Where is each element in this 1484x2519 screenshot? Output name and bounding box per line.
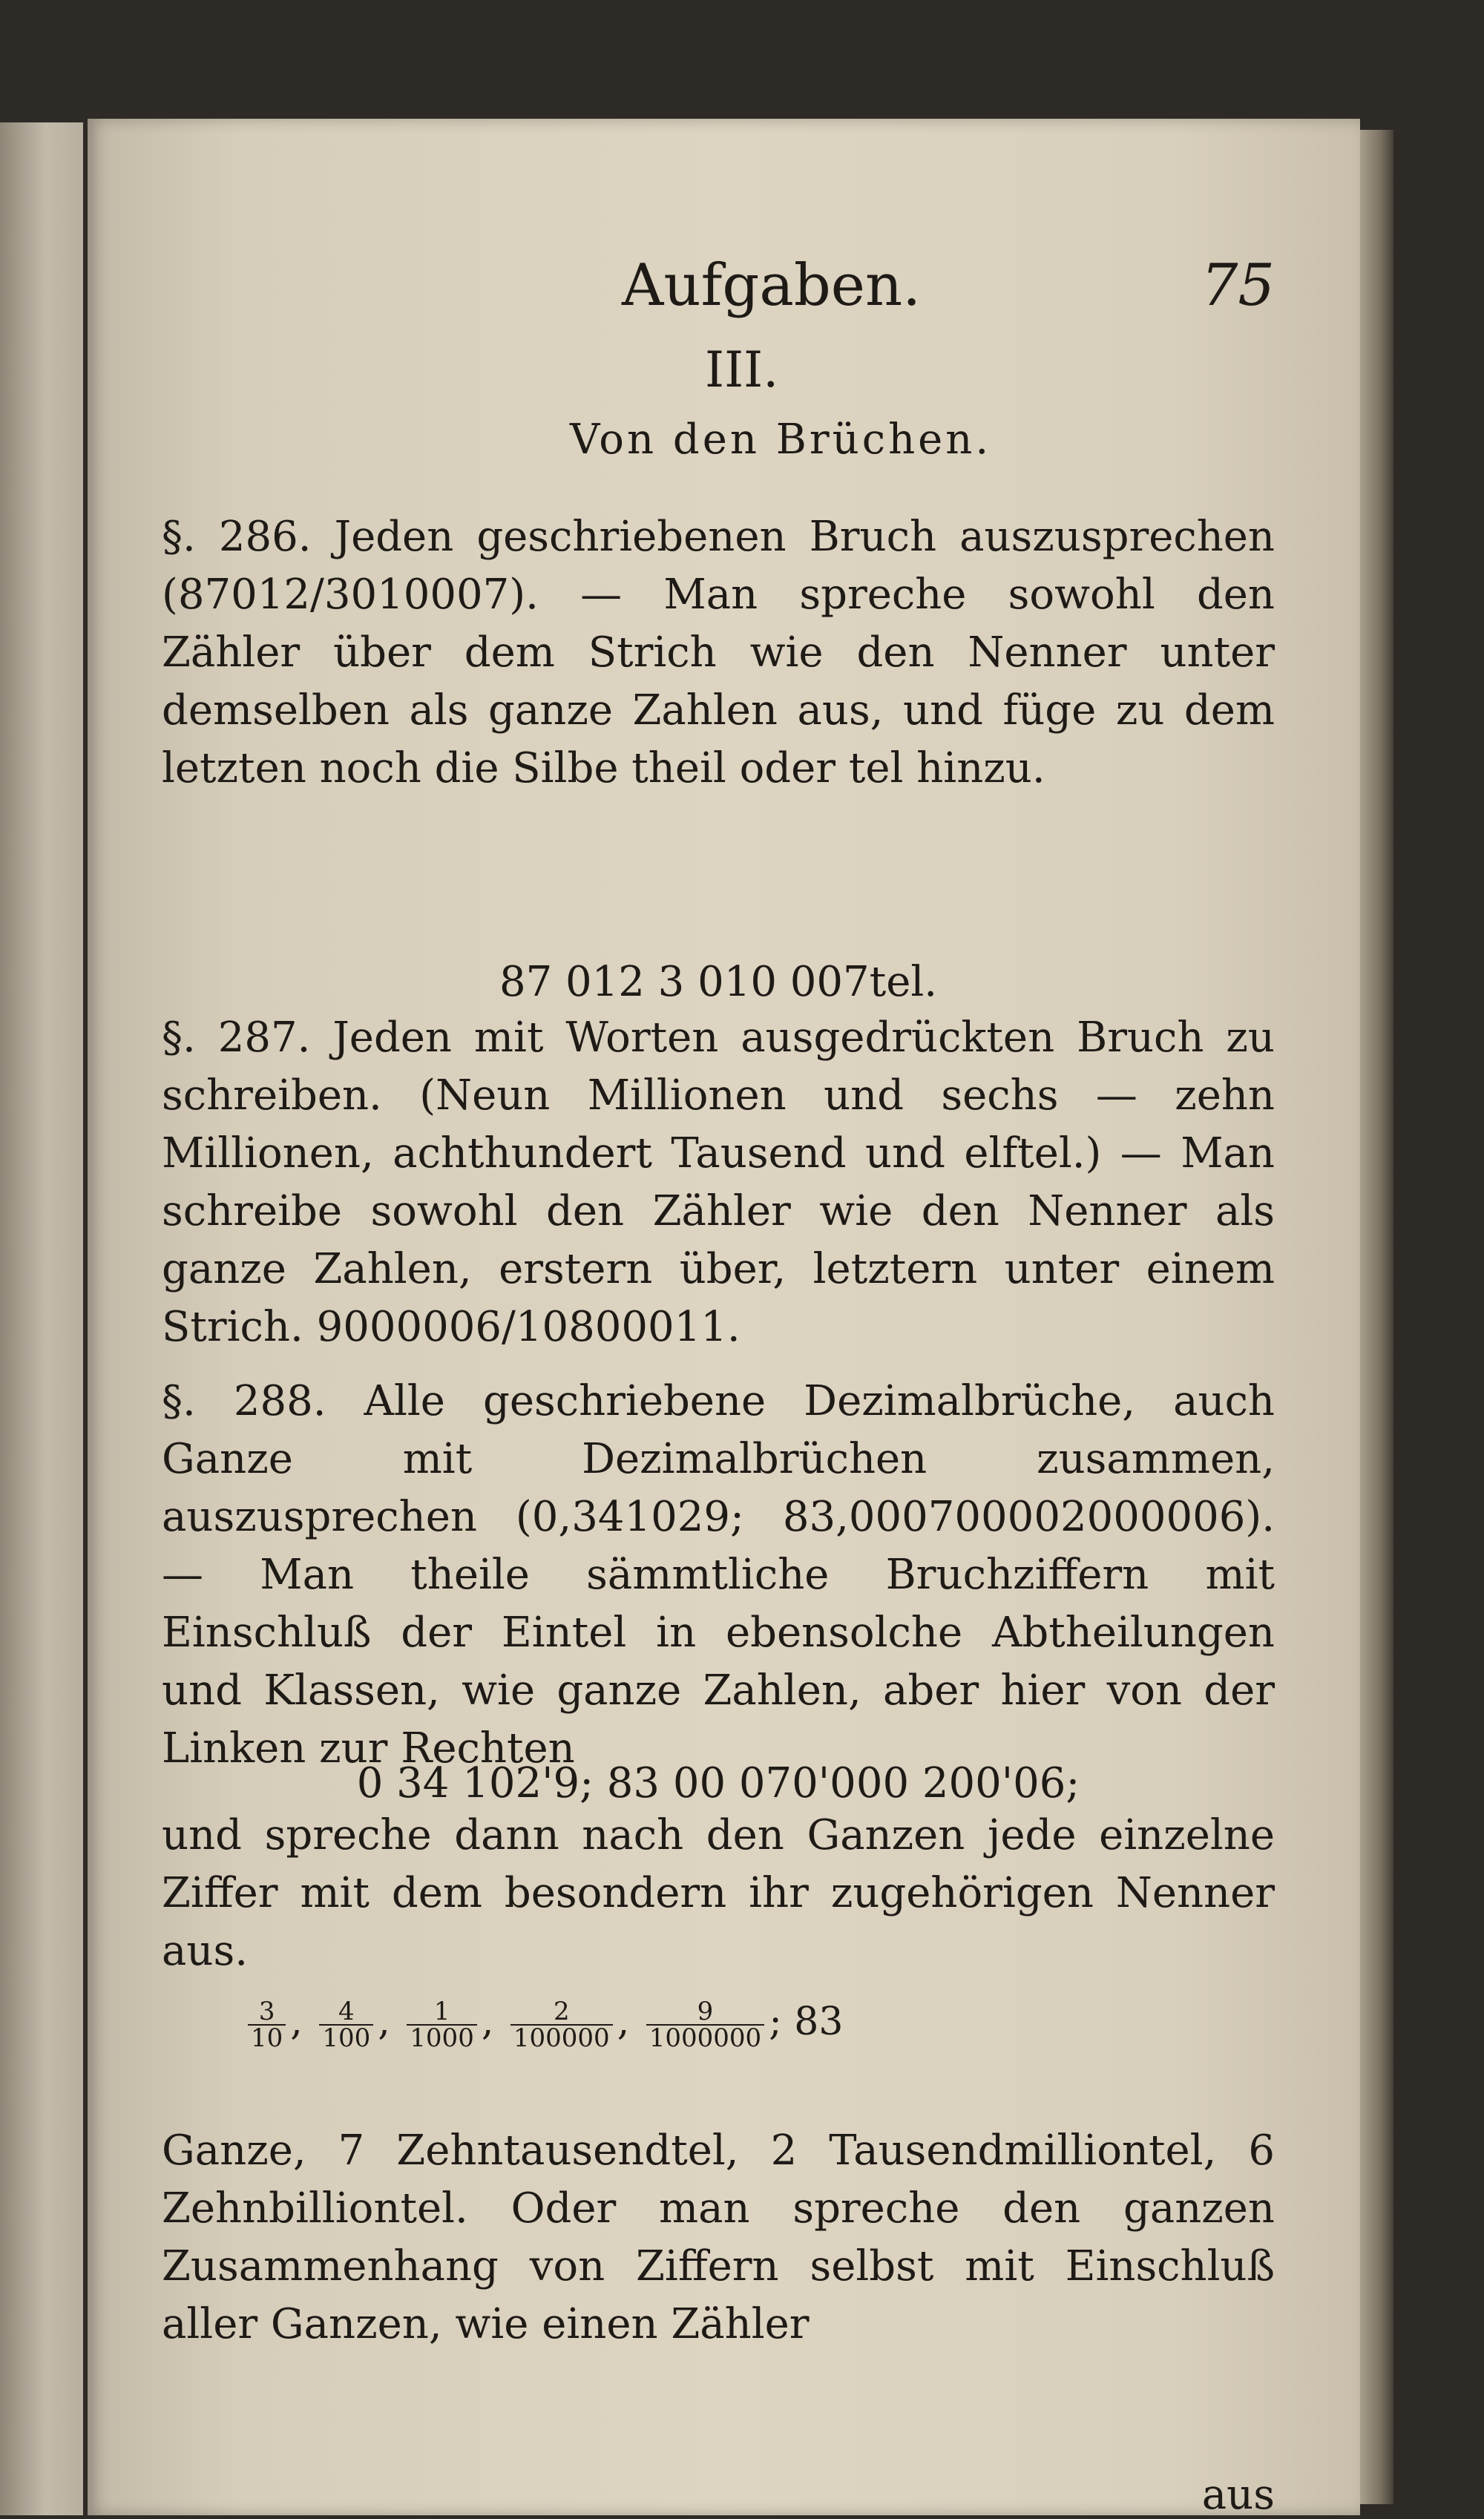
section-title: Von den Brüchen.	[570, 416, 992, 464]
fraction-tail: 83	[794, 2000, 844, 2044]
fraction: $\frac{9}{1000000}$	[646, 1999, 764, 2051]
paragraph-288-end: Ganze, 7 Zehntausendtel, 2 Tausendmilliontel, 6 Zehnbilliontel. Oder man spreche den ganzen Zusammenhang von Ziffern selbst mit Einschluß aller Ganzen, wie einen Zähler	[162, 2126, 1275, 2348]
fraction: $\frac{1}{1000}$	[407, 1999, 477, 2051]
example-288: 0 34 102'9; 83 00 070'000 200'06;	[356, 1759, 1080, 1807]
paragraph-288: §. 288. Alle geschriebene Dezimalbrüche, auch Ganze mit Dezimalbrüchen zusammen, auszusprechen (0,341029; 83,000700002000006). — Man theile sämmtliche Bruchziffern mit Einschluß der Eintel in ebensolche Abtheilungen und Klassen, wie ganze Zahlen, aber hier von der Linken zur Rechten	[162, 1377, 1275, 1773]
paragraph-286: §. 286. Jeden geschriebenen Bruch auszusprechen (87012/3010007). — Man spreche sowohl den Zähler über dem Strich wie den Nenner unter demselben als ganze Zahlen aus, und füge zu dem letzten noch die Silbe theil oder tel hinzu.	[162, 513, 1275, 792]
running-head: Aufgaben.	[622, 252, 921, 319]
fraction: $\frac{3}{10}$	[248, 1999, 286, 2051]
section-number: III.	[705, 341, 779, 398]
fraction: $\frac{2}{100000}$	[510, 1999, 613, 2051]
fraction: $\frac{4}{100}$	[319, 1999, 373, 2051]
example-286: 87 012 3 010 007tel.	[499, 958, 938, 1006]
page-fore-edge	[1360, 130, 1393, 2504]
fraction-row: $\frac{3}{10}$ , $\frac{4}{100}$ , $\frac{1}{1000}$ , $\frac{2}{100000}$ , $\frac{9}{1000000}$ ; 83	[243, 1996, 1282, 2051]
paragraph-287: §. 287. Jeden mit Worten ausgedrückten Bruch zu schreiben. (Neun Millionen und sechs — zehn Millionen, achthundert Tausend und elftel.) — Man schreibe sowohl den Zähler wie den Nenner als ganze Zahlen, erstern über, letztern unter einem Strich. 9000006/10800011.	[162, 1014, 1275, 1351]
page-number: 75	[1201, 252, 1275, 319]
book-page	[88, 119, 1360, 2519]
left-page-edge	[0, 122, 83, 2515]
catchword: aus	[1201, 2471, 1275, 2519]
paragraph-288-continued: und spreche dann nach den Ganzen jede einzelne Ziffer mit dem besondern ihr zugehörigen Nenner aus.	[162, 1811, 1275, 1975]
